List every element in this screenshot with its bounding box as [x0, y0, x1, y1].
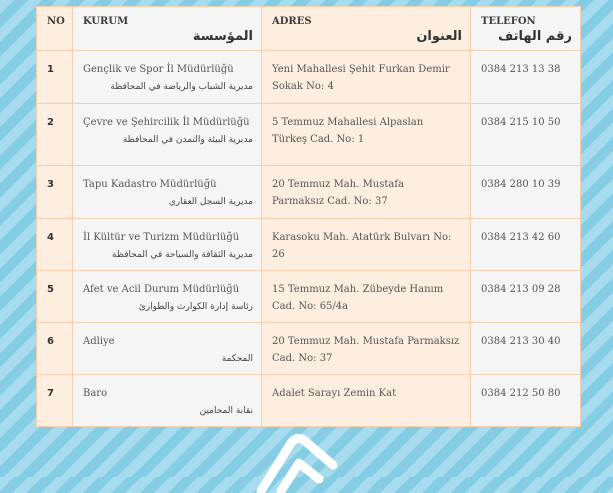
header-adres: ADRES العنوان [262, 7, 471, 51]
row-telefon [471, 323, 581, 375]
row-no: 4 [37, 219, 73, 271]
kurum-name: Adliye [83, 336, 115, 347]
adres-line-1: Adalet Sarayı Zemin Kat [272, 388, 397, 399]
table-row [37, 323, 581, 375]
telefon-number: 0384 213 30 40 [481, 336, 561, 347]
telefon-number: 0384 212 50 80 [481, 388, 561, 399]
row-adres [262, 323, 471, 375]
kurum-name: Gençlik ve Spor İl Müdürlüğü [83, 64, 234, 75]
institutions-table [36, 6, 581, 427]
telefon-number: 0384 213 13 38 [481, 64, 561, 75]
header-telefon: TELEFON رقم الهاتف [471, 7, 581, 51]
header-kurum: KURUM المؤسسة [73, 7, 262, 51]
kurum-name-arabic: رئاسة إدارة الكوارث والطوارئ [138, 302, 253, 312]
header-no: NO [37, 7, 73, 51]
institutions-table-container [36, 6, 580, 427]
row-kurum [73, 51, 262, 104]
telefon-number: 0384 215 10 50 [481, 117, 561, 128]
kurum-name: Çevre ve Şehircilik İl Müdürlüğü [83, 117, 250, 128]
adres-line-1: 15 Temmuz Mah. Zübeyde Hanım [272, 284, 444, 295]
adres-line-2: Cad. No: 37 [272, 353, 333, 364]
row-no: 3 [37, 166, 73, 219]
row-telefon [471, 166, 581, 219]
table-row [37, 166, 581, 219]
kurum-name: Afet ve Acil Durum Müdürlüğü [83, 284, 240, 295]
table-row [37, 375, 581, 427]
row-kurum [73, 271, 262, 323]
row-telefon [471, 271, 581, 323]
kurum-name-arabic: نقابة المحامين [199, 406, 253, 416]
row-telefon [471, 104, 581, 166]
table-row [37, 219, 581, 271]
adres-line-2: Parmaksız Cad. No: 37 [272, 196, 388, 207]
kurum-name: İl Kültür ve Turizm Müdürlüğü [83, 232, 240, 243]
row-adres [262, 166, 471, 219]
adres-line-1: Yeni Mahallesi Şehit Furkan Demir [272, 64, 450, 75]
adres-line-1: 20 Temmuz Mah. Mustafa [272, 179, 405, 190]
kurum-name-arabic: مديرية الثقافة والسياحة في المحافظة [112, 250, 253, 260]
table-row [37, 271, 581, 323]
row-kurum [73, 104, 262, 166]
row-adres [262, 104, 471, 166]
logo-mark-icon [247, 433, 367, 493]
row-adres [262, 219, 471, 271]
row-telefon [471, 51, 581, 104]
row-adres [262, 271, 471, 323]
row-adres [262, 51, 471, 104]
table-row [37, 104, 581, 166]
kurum-name-arabic: مديرية البيئة والتمدن في المحافظة [122, 135, 253, 145]
header-kurum-arabic: المؤسسة [192, 29, 253, 44]
adres-line-2: Cad. No: 65/4a [272, 301, 349, 312]
table-header-row [37, 7, 581, 51]
row-kurum [73, 323, 262, 375]
telefon-number: 0384 213 42 60 [481, 232, 561, 243]
kurum-name-arabic: المحكمة [221, 354, 253, 364]
header-adres-arabic: العنوان [416, 29, 462, 44]
row-kurum [73, 219, 262, 271]
kurum-name: Baro [83, 388, 108, 399]
adres-line-2: Türkeş Cad. No: 1 [272, 134, 365, 145]
row-no: 1 [37, 51, 73, 104]
kurum-name-arabic: مديرية السجل العقاري [168, 197, 253, 207]
adres-line-1: 20 Temmuz Mah. Mustafa Parmaksız [272, 336, 460, 347]
row-kurum [73, 166, 262, 219]
adres-line-1: Karasoku Mah. Atatürk Bulvarı No: 26 [272, 232, 452, 260]
row-no: 6 [37, 323, 73, 375]
row-no: 5 [37, 271, 73, 323]
kurum-name: Tapu Kadastro Müdürlüğü [83, 179, 217, 190]
row-telefon [471, 219, 581, 271]
adres-line-1: 5 Temmuz Mahallesi Alpaslan [272, 117, 424, 128]
adres-line-2: Sokak No: 4 [272, 81, 334, 92]
row-adres [262, 375, 471, 427]
row-no: 7 [37, 375, 73, 427]
row-kurum [73, 375, 262, 427]
telefon-number: 0384 280 10 39 [481, 179, 561, 190]
telefon-number: 0384 213 09 28 [481, 284, 561, 295]
row-no: 2 [37, 104, 73, 166]
header-telefon-arabic: رقم الهاتف [498, 29, 572, 44]
table-row [37, 51, 581, 104]
kurum-name-arabic: مديرية الشباب والرياضة في المحافظة [110, 82, 253, 92]
row-telefon [471, 375, 581, 427]
